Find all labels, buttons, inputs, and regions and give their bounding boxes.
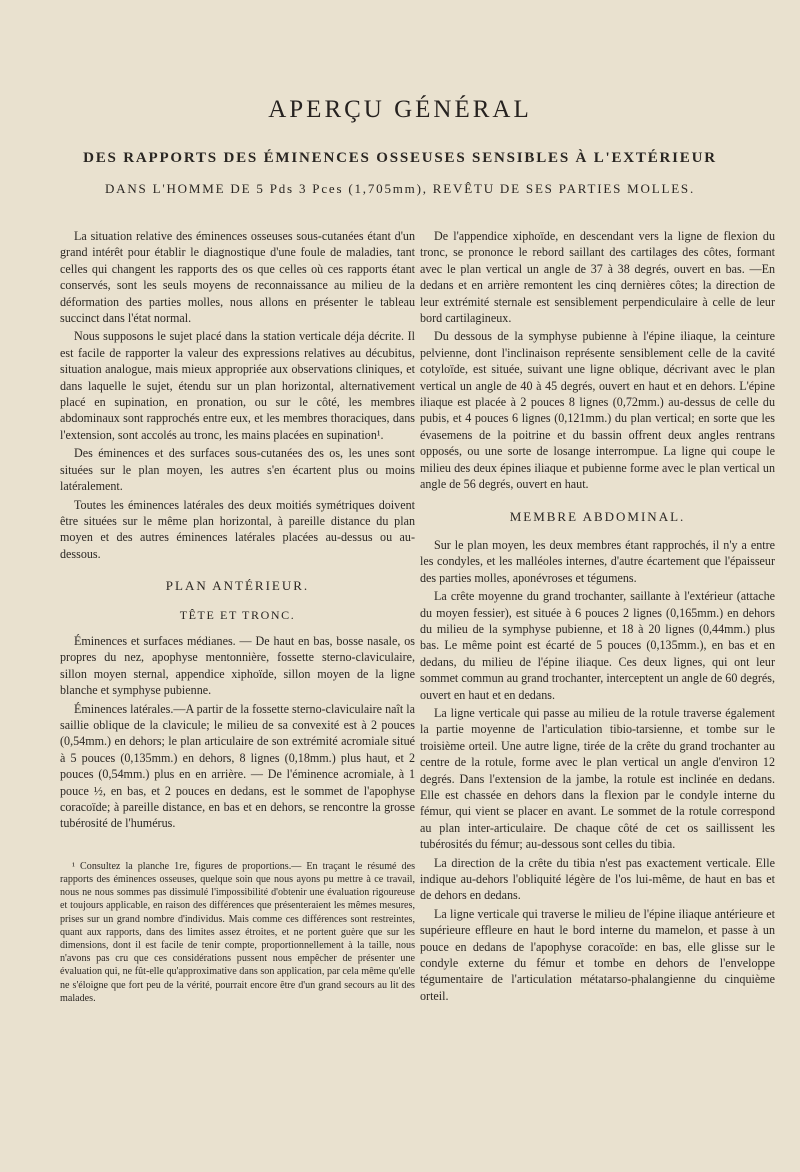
- section-paragraph: Éminences latérales.—A partir de la fossette sterno-claviculaire naît la saillie oblique de la clavicule; le milieu de sa convexité est à 2 pouces (0,54mm.) en dehors; le plan articulaire de son extrémité acromiale situé à 5 pouces (0,135mm.) en dehors, 8 lignes (0,18mm.) plus haut, et 2 pouces (0,54mm.) plus en en arrière. — De l'éminence acromiale, à 1 pouce ½, en bas, et 2 pouces en dedans, est le sommet de l'apophyse coracoïde; à pareille distance, en bas et en dehors, se rencontre la grosse tubérosité de l'humérus.: [60, 701, 415, 831]
- body-paragraph: Sur le plan moyen, les deux membres étant rapprochés, il n'y a entre les condyles, et les malléoles internes, d'autre écartement que l'épaisseur des parties molles, aponévroses et tégumens.: [420, 537, 775, 585]
- body-paragraph: La ligne verticale qui traverse le milieu de l'épine iliaque antérieure et supérieure effleure en haut le bord interne du mamelon, et passe à un pouce en dedans de l'apophyse coracoïde: en bas, elle glisse sur le condyle externe du fémur et tombe en dehors de l'enveloppe tégumentaire de l'articulation métatarso-phalangienne du cinquième orteil.: [420, 906, 775, 1003]
- intro-paragraph: Toutes les éminences latérales des deux moitiés symétriques doivent être situées sur le même plan horizontal, à pareille distance du plan moyen et des autres éminences latérales placées au-dessus ou au-dessous.: [60, 497, 415, 561]
- page-title: APERÇU GÉNÉRAL: [268, 96, 532, 123]
- intro-paragraph: Nous supposons le sujet placé dans la station verticale déja décrite. Il est facile de rapporter la valeur des expressions relatives au décubitus, situation analogue, mais mieux appropriée aux observations cliniques, et dans laquelle le sujet, étendu sur un plan horizontal, alternativement placé en supination, en pronation, ou sur le côté, les membres abdominaux sont rapprochés entre eux, et les membres thoraciques, dans l'extension, sont accolés au tronc, les mains placées en supination¹.: [60, 329, 415, 442]
- left-column: [60, 228, 415, 1005]
- body-paragraph: Du dessous de la symphyse pubienne à l'épine iliaque, la ceinture pelvienne, dont l'inclinaison représente sensiblement celle de la cavité cotyloïde, est située, suivant une ligne oblique, décrivant avec le plan vertical un angle de 40 à 45 degrés, ouvert en haut et en dehors. L'épine iliaque est placée à 2 pouces 8 lignes (0,72mm.) au-dessus de celle du pubis, et 4 pouces 6 lignes (0,121mm.) du plan vertical; en sorte que les évasemens de la poitrine et du bassin offrent deux angles rentrans opposés, ou une sorte de losange interrompue. La ligne qui coupe le milieu des deux épines iliaque et pubienne forme avec le plan vertical un angle de 56 degrés, ouvert en haut.: [420, 329, 775, 492]
- subsection-heading-tete-tronc: TÊTE ET TRONC.: [179, 607, 296, 622]
- body-paragraph: De l'appendice xiphoïde, en descendant vers la ligne de flexion du tronc, se prononce le rebord saillant des cartilages des côtes, formant avec le plan vertical un angle de 37 à 38 degrés, ouvert en bas. —En dedans et en arrière remontent les cinq dernières côtes; la direction de leur extrémité sternale est sensiblement perpendiculaire à celle de leur bord cartilagineux.: [420, 229, 775, 326]
- body-paragraph: La crête moyenne du grand trochanter, saillante à l'extérieur (attache du moyen fessier), est située à 6 pouces 2 lignes (0,165mm.) en dehors du milieu de la symphyse pubienne, et 18 à 20 lignes (0,44mm.) plus bas. Le même point est écarté de 5 pouces (0,135mm.), en bas et en dedans, du milieu de l'épine iliaque. Ces deux lignes, qui ont leur sommet commun au grand trochanter, interceptent un angle de 60 degrés, ouvert en haut et en dedans.: [420, 589, 775, 702]
- footnote-text: ¹ Consultez la planche 1re, figures de proportions.— En traçant le résumé des rapports des éminences osseuses, quelque soin que nous ayons pu mettre à ce travail, nous ne nous sommes pas dissimulé l'impossibilité d'obtenir une évaluation rigoureuse et toujours applicable, en raison des différences que présenteraient les mêmes mesures, prises sur un grand nombre d'individus. Mais comme ces différences sont restreintes, quant aux rapports, dans des limites assez étroites, et ne portent guère que sur les dimensions, dont il est facile de tenir compte, proportionnellement à la taille, nous n'avons pas cru que ces considérations pussent nous empêcher de présenter une évaluation qui, ne fût-elle qu'approximative dans son application, par cela même qu'elle ne s'éloigne que fort peu de la vérité, pourrait encore être d'un grand secours au lit des malades.: [60, 860, 415, 1004]
- section-heading-plan-anterieur: PLAN ANTÉRIEUR.: [165, 578, 310, 594]
- footnote: [60, 860, 415, 1005]
- body-paragraph: La direction de la crête du tibia n'est pas exactement verticale. Elle indique au-dehors l'obliquité légère de l'os lui-même, de haut en bas et de dehors en dedans.: [420, 855, 775, 903]
- body-paragraph: La ligne verticale qui passe au milieu de la rotule traverse également la partie moyenne de l'articulation tibio-tarsienne, et tombe sur le troisième orteil. Une autre ligne, tirée de la crête du grand trochanter au centre de la rotule, forme avec le plan vertical un angle d'environ 12 degrés. Dans l'extension de la jambe, la rotule est inclinée en dedans. Elle est chassée en dehors dans la flexion par le condyle interne du fémur, qui vient se placer en avant. Le sommet de la rotule correspond au plan inter-articulaire. De chaque côté de cet os saillissent les tubérosités du fémur; au-dessous sont celles du tibia.: [420, 705, 775, 852]
- section-paragraph: Éminences et surfaces médianes. — De haut en bas, bosse nasale, os propres du nez, apophyse mentonnière, fossette sterno-claviculaire, sillon moyen sternal, appendice xiphoïde, sillon moyen de la ligne blanche et symphyse pubienne.: [60, 633, 415, 698]
- page-subtitle-2: DANS L'HOMME DE 5 Pds 3 Pces (1,705mm), REVÊTU DE SES PARTIES MOLLES.: [104, 181, 696, 196]
- section-heading-membre-abdominal: MEMBRE ABDOMINAL.: [509, 508, 686, 524]
- intro-paragraph: Des éminences et des surfaces sous-cutanées des os, les unes sont situées sur le plan moyen, les autres s'en écartent plus ou moins latéralement.: [60, 446, 415, 494]
- page-subtitle: DES RAPPORTS DES ÉMINENCES OSSEUSES SENSIBLES À L'EXTÉRIEUR: [83, 150, 717, 166]
- intro-paragraph: La situation relative des éminences osseuses sous-cutanées étant d'un grand intérêt pour établir le diagnostique d'une foule de maladies, tant celles qui changent les rapports des os que celles où ces rapports étant conservés, sont les seuls moyens de reconnaissance au milieu de la déformation des parties molles, nous allons en présenter le tableau succinct dans l'état normal.: [60, 229, 415, 326]
- right-column: [420, 228, 775, 1006]
